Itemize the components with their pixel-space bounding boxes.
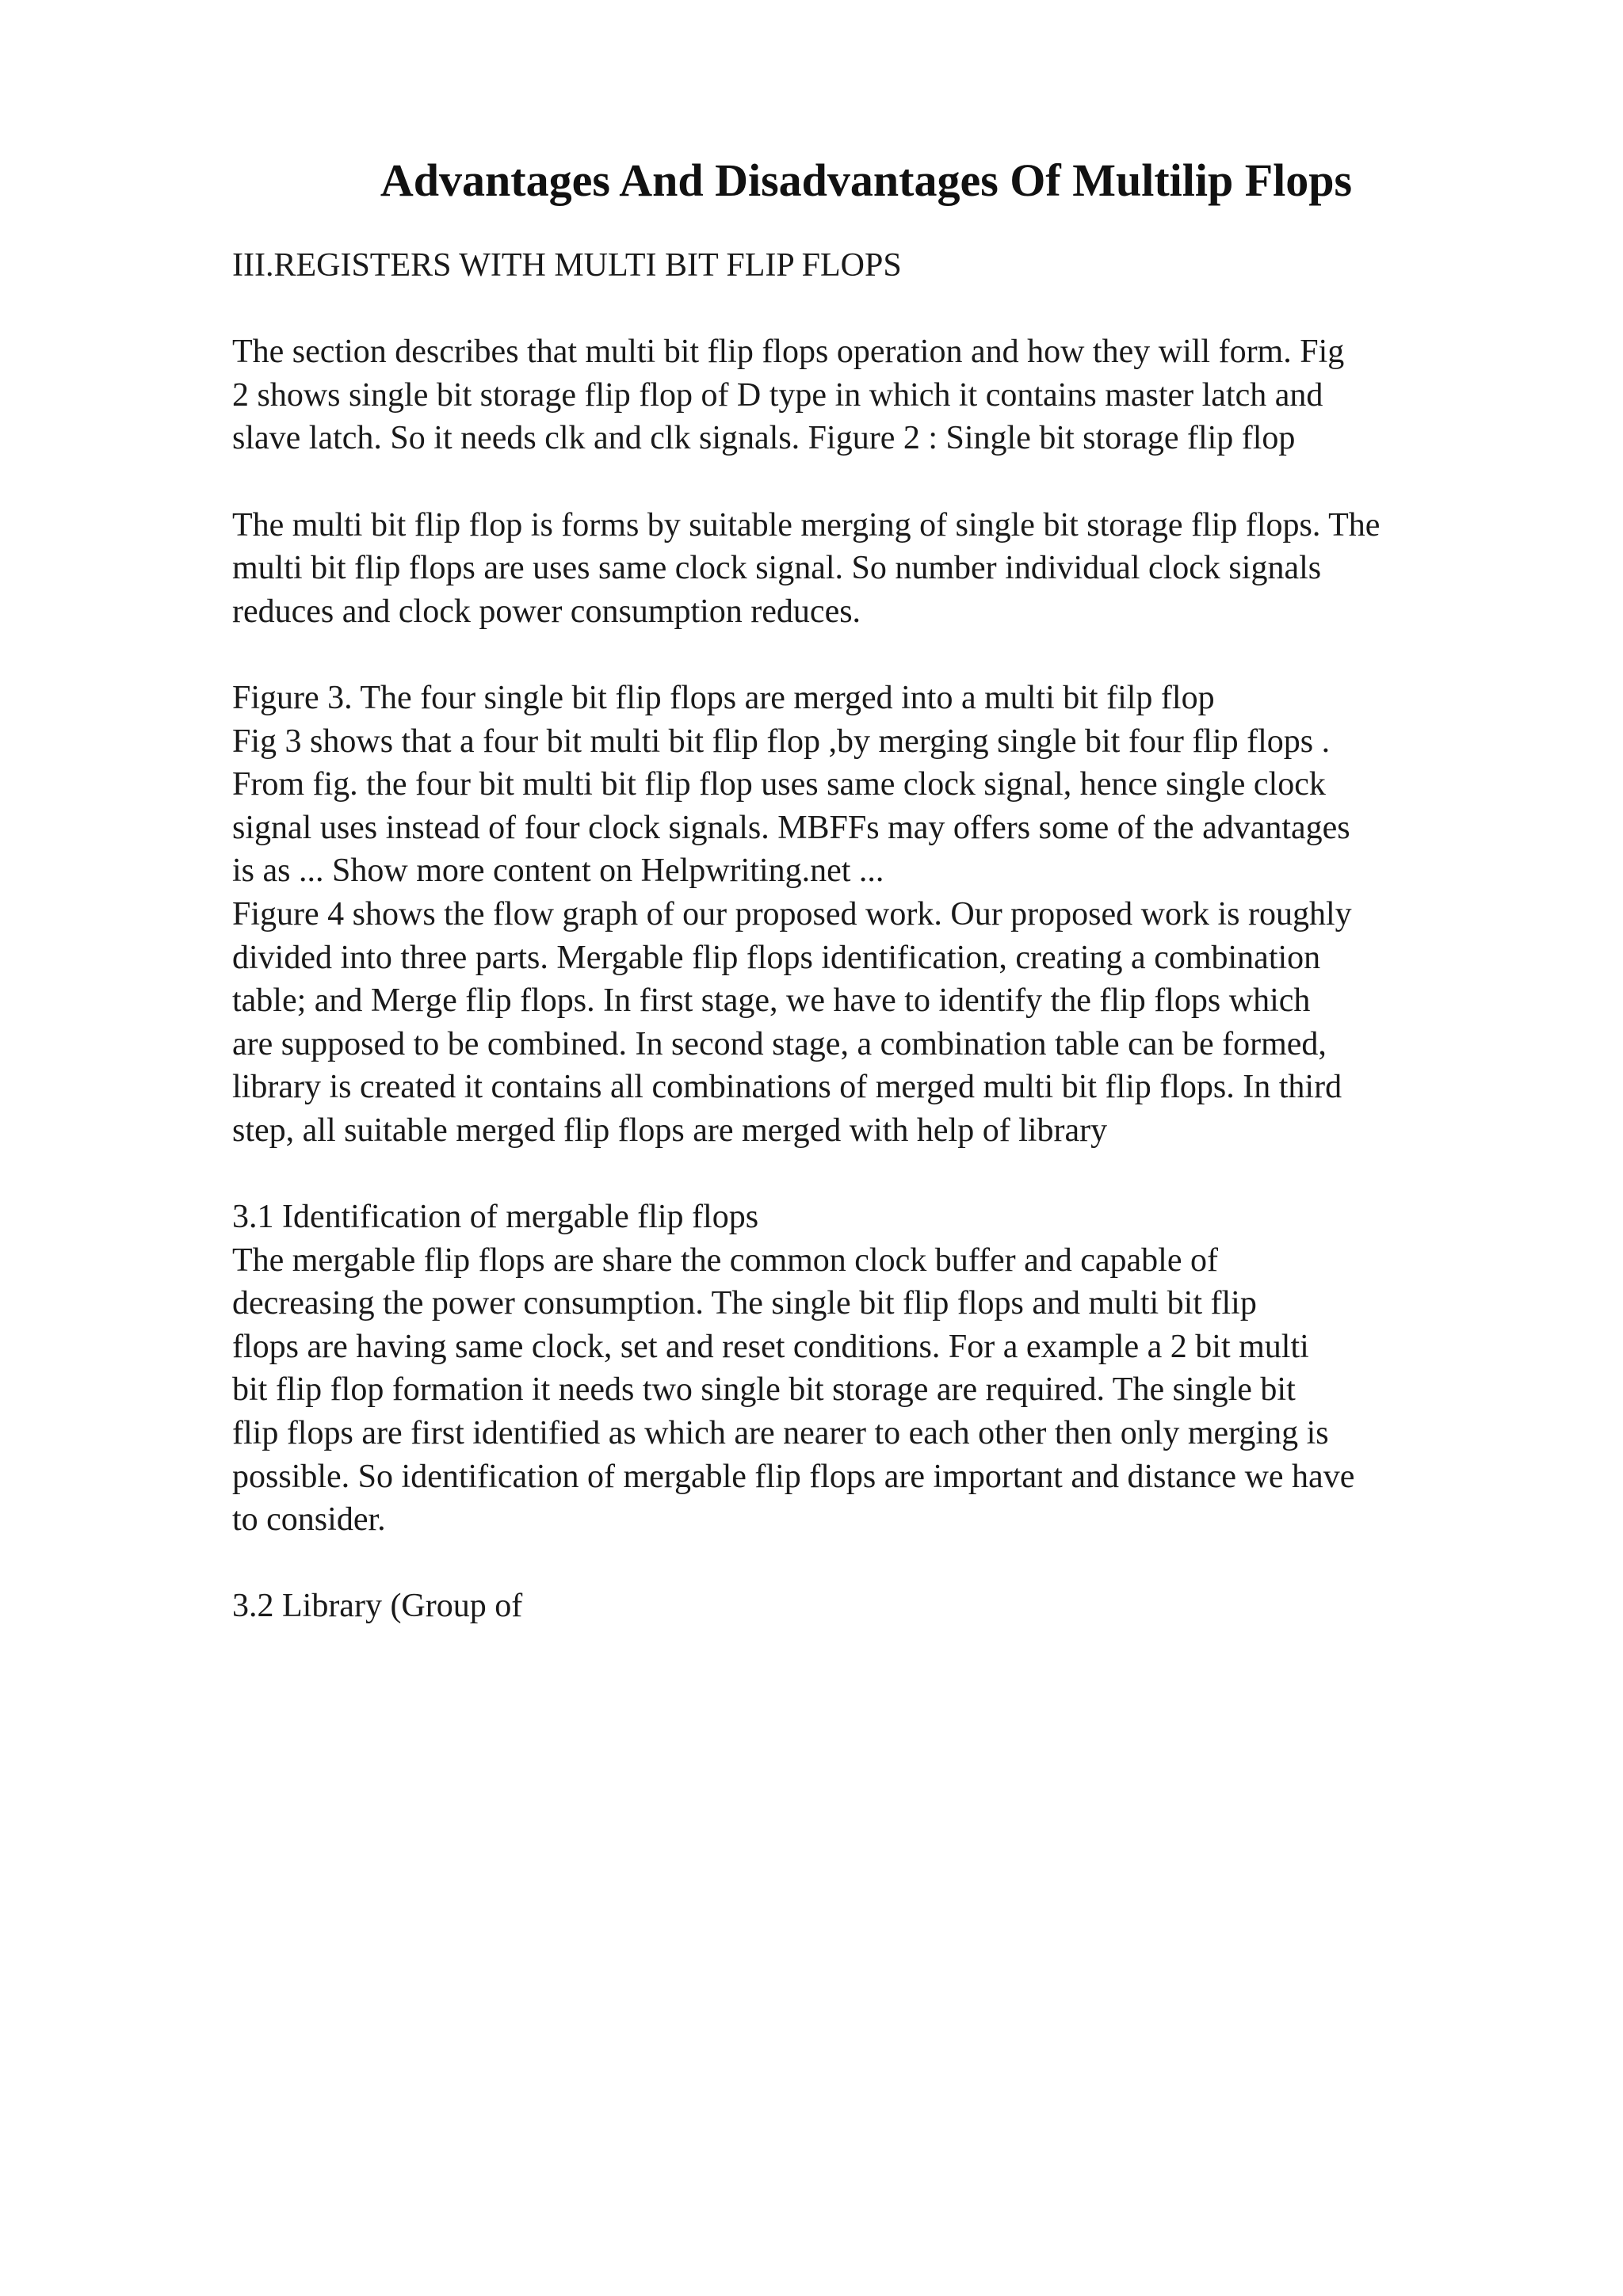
- document-title: Advantages And Disadvantages Of Multilip Flops: [380, 154, 1353, 206]
- document-body: [232, 244, 1532, 1628]
- paragraph-3-line: Fig 3 shows that a four bit multi bit flip flop ,by merging single bit four flip flops .: [232, 723, 1331, 760]
- paragraph-1-line: The section describes that multi bit flip flops operation and how they will form. Fig: [232, 334, 1345, 371]
- paragraph-spacer: [232, 460, 1532, 504]
- paragraph-2-line: reduces and clock power consumption reduces.: [232, 593, 861, 630]
- paragraph-2-line: The multi bit flip flop is forms by suitable merging of single bit storage flip flops. The: [232, 506, 1381, 543]
- subsection-heading: 3.2 Library (Group of: [232, 1588, 523, 1625]
- subsection-3-1-line: bit flip flop formation it needs two single bit storage are required. The single bit: [232, 1371, 1296, 1409]
- subsection-3-1-line: to consider.: [232, 1501, 386, 1539]
- paragraph-3-line: table; and Merge flip flops. In first stage, we have to identify the flip flops which: [232, 982, 1311, 1020]
- paragraph-spacer: [232, 633, 1532, 677]
- subsection-3-1-line: flops are having same clock, set and reset conditions. For a example a 2 bit multi: [232, 1328, 1309, 1365]
- subsection-heading: 3.1 Identification of mergable flip flops: [232, 1199, 759, 1236]
- paragraph-spacer: [232, 1152, 1532, 1196]
- paragraph-spacer: [232, 288, 1532, 331]
- paragraph-3-line: Figure 4 shows the flow graph of our proposed work. Our proposed work is roughly: [232, 895, 1352, 933]
- subsection-3-1-line: possible. So identification of mergable flip flops are important and distance we have: [232, 1458, 1355, 1495]
- paragraph-1-line: slave latch. So it needs clk and clk signals. Figure 2 : Single bit storage flip flop: [232, 420, 1296, 457]
- paragraph-3-line: divided into three parts. Mergable flip flops identification, creating a combination: [232, 939, 1321, 976]
- paragraph-3-line: are supposed to be combined. In second stage, a combination table can be formed,: [232, 1025, 1327, 1062]
- paragraph-3-line: step, all suitable merged flip flops are merged with help of library: [232, 1112, 1108, 1149]
- paragraph-1-line: 2 shows single bit storage flip flop of D type in which it contains master latch and: [232, 376, 1323, 414]
- subsection-3-1-line: The mergable flip flops are share the common clock buffer and capable of: [232, 1241, 1218, 1279]
- subsection-3-1-line: decreasing the power consumption. The single bit flip flops and multi bit flip: [232, 1285, 1257, 1322]
- paragraph-3-line: library is created it contains all combinations of merged multi bit flip flops. In third: [232, 1069, 1342, 1106]
- paragraph-3-line: Figure 3. The four single bit flip flops are merged into a multi bit filp flop: [232, 679, 1215, 716]
- subsection-3-1-line: flip flops are first identified as which are nearer to each other then only merging is: [232, 1415, 1329, 1452]
- paragraph-2-line: multi bit flip flops are uses same clock signal. So number individual clock signals: [232, 550, 1322, 587]
- section-heading: III.REGISTERS WITH MULTI BIT FLIP FLOPS: [232, 247, 902, 284]
- paragraph-3-line: signal uses instead of four clock signals. MBFFs may offers some of the advantages: [232, 809, 1350, 846]
- paragraph-3-line: is as ... Show more content on Helpwriting.net ...: [232, 852, 884, 890]
- paragraph-3-line: From fig. the four bit multi bit flip flop uses same clock signal, hence single clock: [232, 766, 1326, 803]
- paragraph-spacer: [232, 1542, 1532, 1585]
